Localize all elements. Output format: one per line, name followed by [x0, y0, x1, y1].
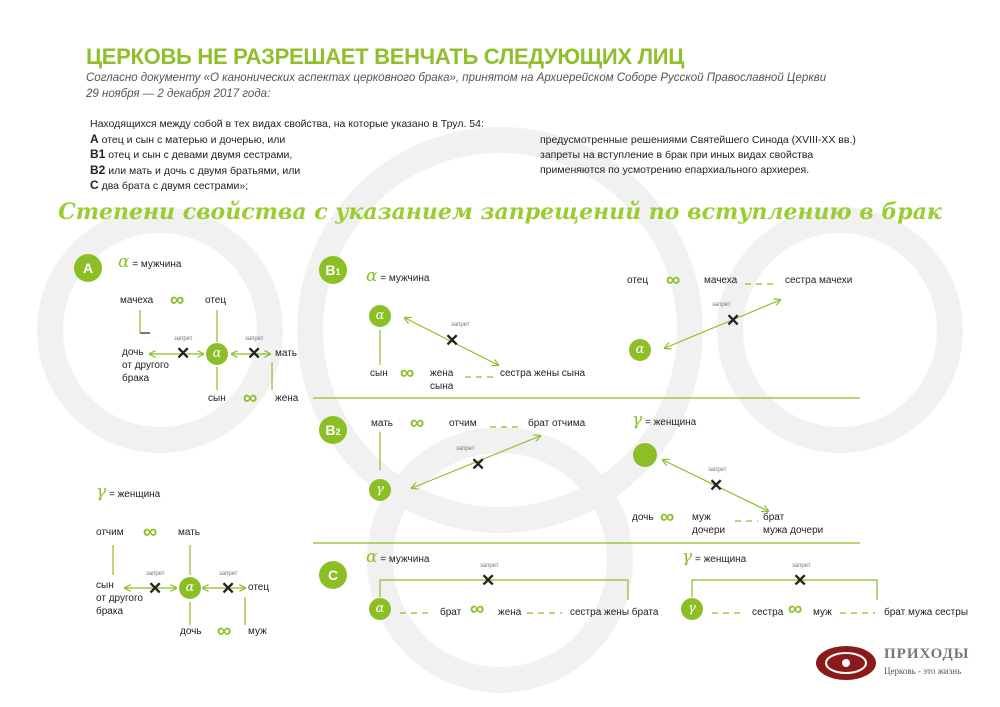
intro-item-b2: B2 или мать и дочь с двумя братьями, или — [90, 162, 301, 177]
ban-label: запрет — [480, 563, 499, 569]
label: сестра жены сына — [500, 368, 586, 379]
label: муж — [248, 626, 267, 637]
subtitle: Согласно документу «О канонических аспектах церковного брака», принятом на Архиерейском Соборе Русской Православной Церкви 29 ноября — 2 декабря 2017 года: — [86, 72, 827, 100]
label: муж — [813, 607, 832, 618]
marriage-infinity-icon: ∞ — [410, 412, 425, 434]
ban-label: запрет — [219, 571, 238, 577]
label: жена — [498, 607, 522, 618]
group-c-badge: C — [319, 561, 347, 589]
label: отец — [627, 275, 649, 286]
label: дочь — [180, 626, 202, 637]
ban-label: запрет — [451, 322, 470, 328]
ban-x-icon: ✕ — [247, 344, 262, 363]
label: дочь — [632, 512, 654, 523]
legend-male: α = мужчина — [366, 547, 430, 567]
label: муж дочери — [692, 512, 726, 536]
ban-label: запрет — [174, 336, 193, 342]
page-title: ЦЕРКОВЬ НЕ РАЗРЕШАЕТ ВЕНЧАТЬ СЛЕДУЮЩИХ ЛИЦ — [86, 44, 684, 69]
male-node: α — [369, 305, 391, 327]
label: отчим — [449, 418, 477, 429]
ban-label: запрет — [456, 446, 475, 452]
group-b2-badge: B2 — [319, 416, 347, 444]
label: сестра — [752, 607, 784, 618]
logo-tagline: Церковь - это жизнь — [884, 666, 962, 676]
female-node: γ — [369, 479, 391, 501]
ban-x-icon: ✕ — [221, 579, 236, 598]
marriage-infinity-icon: ∞ — [143, 521, 158, 543]
legend-female: γ = женщина — [96, 482, 161, 502]
synod-note: предусмотренные решениями Святейшего Синода (XVIII-XX вв.) запреты на вступление в брак при иных видах свойства применяются по усмотрению епархиального архиерея. — [540, 134, 856, 176]
male-node: α — [629, 339, 651, 361]
label: дочь от другого брака — [122, 347, 169, 384]
female-node: γ — [681, 598, 703, 620]
ban-x-icon: ✕ — [793, 571, 808, 590]
label: сын — [208, 393, 226, 404]
male-node: α — [179, 577, 201, 599]
label: отец — [248, 582, 270, 593]
ban-x-icon: ✕ — [176, 344, 191, 363]
label: мачеха — [120, 295, 154, 306]
legend-male: α = мужчина — [366, 266, 430, 286]
group-b1-badge: B1 — [319, 256, 347, 284]
label: мать — [371, 418, 394, 429]
label: брат мужа сестры — [884, 607, 969, 618]
intro-item-c: C два брата с двумя сестрами»; — [90, 178, 249, 192]
marriage-infinity-icon: ∞ — [470, 598, 485, 620]
ban-x-icon: ✕ — [709, 476, 724, 495]
marriage-infinity-icon: ∞ — [788, 598, 803, 620]
label: сын от другого брака — [96, 580, 143, 617]
marriage-infinity-icon: ∞ — [660, 506, 675, 528]
intro-lead: Находящихся между собой в тех видах свойства, на которые указано в Трул. 54: — [90, 118, 484, 130]
ban-label: запрет — [708, 467, 727, 473]
label: отец — [205, 295, 227, 306]
label: брат мужа дочери — [763, 512, 824, 536]
legend-female: γ = женщина — [682, 547, 747, 567]
label: жена — [275, 393, 299, 404]
section-title: Степени свойства с указанием запрещений по вступлению в брак — [58, 199, 942, 225]
ban-x-icon: ✕ — [726, 311, 741, 330]
marriage-infinity-icon: ∞ — [666, 269, 681, 291]
male-node: α — [369, 598, 391, 620]
label: брат — [440, 607, 462, 618]
label: мачеха — [704, 275, 738, 286]
label: сестра жены брата — [570, 607, 659, 618]
ban-x-icon: ✕ — [148, 579, 163, 598]
ban-x-icon: ✕ — [481, 571, 496, 590]
label: сын — [370, 368, 388, 379]
logo-name: ПРИХОДЫ — [884, 646, 970, 662]
ban-x-icon: ✕ — [445, 331, 460, 350]
ban-label: запрет — [146, 571, 165, 577]
female-node — [633, 443, 657, 467]
marriage-infinity-icon: ∞ — [217, 620, 232, 642]
label: отчим — [96, 527, 124, 538]
label: сестра мачехи — [785, 275, 853, 286]
legend-male: α = мужчина — [118, 252, 182, 272]
legend-female: γ = женщина — [632, 410, 697, 430]
ban-x-icon: ✕ — [471, 455, 486, 474]
marriage-infinity-icon: ∞ — [400, 362, 415, 384]
marriage-infinity-icon: ∞ — [243, 387, 258, 409]
ban-label: запрет — [712, 302, 731, 308]
label: мать — [178, 527, 201, 538]
group-a-badge: A — [74, 254, 102, 282]
intro-item-b1: B1 отец и сын с девами двумя сестрами, — [90, 147, 293, 161]
ban-label: запрет — [245, 336, 264, 342]
ornament-logo-icon — [812, 643, 880, 683]
male-node: α — [206, 343, 228, 365]
intro-item-a: A отец и сын с матерью и дочерью, или — [90, 131, 286, 146]
label: жена сына — [430, 368, 454, 392]
ban-label: запрет — [792, 563, 811, 569]
label: мать — [275, 348, 298, 359]
marriage-infinity-icon: ∞ — [170, 289, 185, 311]
label: брат отчима — [528, 418, 586, 429]
